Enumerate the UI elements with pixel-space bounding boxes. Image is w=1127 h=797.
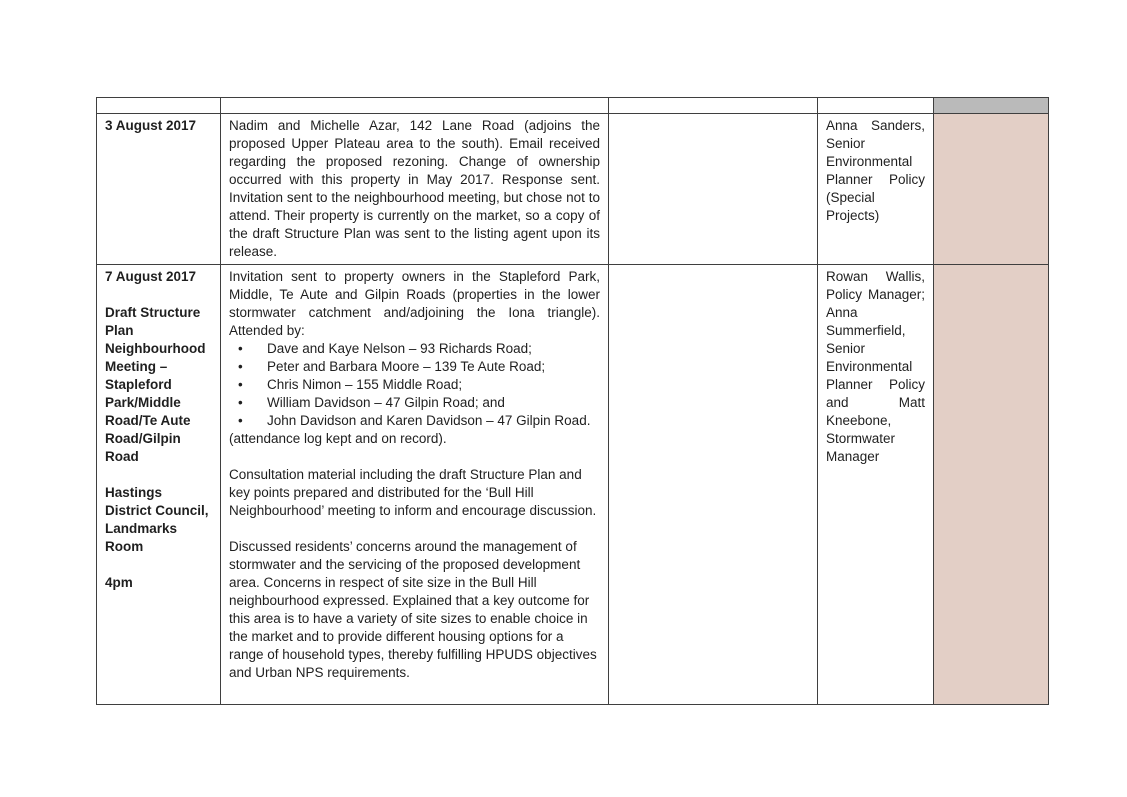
- date-cell: [97, 265, 221, 705]
- consultation-log-table: [96, 97, 1049, 705]
- header-cell-staff: [818, 98, 934, 114]
- table-row-3-august: [97, 114, 1049, 265]
- attendee-item: • Peter and Barbara Moore – 139 Te Aute Road;: [229, 358, 600, 376]
- entry-paragraph: Consultation material including the draft Structure Plan and key points prepared and distributed for the ‘Bull Hill Neighbourhood’ meeting to inform and encourage discussion.: [229, 467, 597, 518]
- entry-intro: Invitation sent to property owners in the Stapleford Park, Middle, Te Aute and Gilpin Roads (properties in the lower stormwater catchment and/adjoining the Iona triangle). Attended by:: [229, 269, 600, 338]
- status-cell-shaded: [934, 114, 1049, 265]
- entry-date: 3 August 2017: [105, 118, 197, 133]
- notes-cell: [609, 114, 818, 265]
- entry-description: Nadim and Michelle Azar, 142 Lane Road (adjoins the proposed Upper Plateau area to the south). Email received regarding the proposed rezoning. Change of ownership occurred with this property in May 2017. Response sent. Invitation sent to the neighbourhood meeting, but chose not to attend. Their property is currently on the market, so a copy of the draft Structure Plan was sent to the listing agent upon its release.: [229, 118, 600, 259]
- entry-paragraph: Discussed residents’ concerns around the management of stormwater and the servicing of the proposed development area. Concerns in respect of site size in the Bull Hill neighbourhood expressed. Explained that a key outcome for this area is to have a variety of site sizes to enable choice in the market and to provide different housing options for a range of household types, thereby fulfilling HPUDS objectives and Urban NPS requirements.: [229, 539, 597, 680]
- entry-time: 4pm: [105, 575, 133, 590]
- staff-cell: [818, 265, 934, 705]
- header-cell-notes: [609, 98, 818, 114]
- staff-names: Anna Sanders, Senior Environmental Planner Policy (Special Projects): [826, 118, 925, 223]
- header-cell-status-shaded: [934, 98, 1049, 114]
- entry-date: 7 August 2017: [105, 269, 197, 284]
- header-cell-date: [97, 98, 221, 114]
- status-cell-shaded: [934, 265, 1049, 705]
- attendee-item: • John Davidson and Karen Davidson – 47 Gilpin Road.: [229, 412, 600, 430]
- header-cell-description: [221, 98, 609, 114]
- attendance-note: (attendance log kept and on record).: [229, 431, 447, 446]
- attendee-item: • Dave and Kaye Nelson – 93 Richards Road;: [229, 340, 600, 358]
- staff-cell: [818, 114, 934, 265]
- entry-event-title: Draft Structure Plan Neighbourhood Meeting – Stapleford Park/Middle Road/Te Aute Road/Gilpin Road: [105, 305, 206, 464]
- notes-cell: [609, 265, 818, 705]
- attendee-item: • William Davidson – 47 Gilpin Road; and: [229, 394, 600, 412]
- table-header-row: [97, 98, 1049, 114]
- description-cell: [221, 265, 609, 705]
- description-cell: [221, 114, 609, 265]
- table-row-7-august: [97, 265, 1049, 705]
- attendee-item: • Chris Nimon – 155 Middle Road;: [229, 376, 600, 394]
- attendee-list: [229, 340, 600, 430]
- date-cell: [97, 114, 221, 265]
- entry-venue: Hastings District Council, Landmarks Room: [105, 485, 209, 554]
- staff-names: Rowan Wallis, Policy Manager; Anna Summerfield, Senior Environmental Planner Policy and Matt Kneebone, Stormwater Manager: [826, 269, 925, 464]
